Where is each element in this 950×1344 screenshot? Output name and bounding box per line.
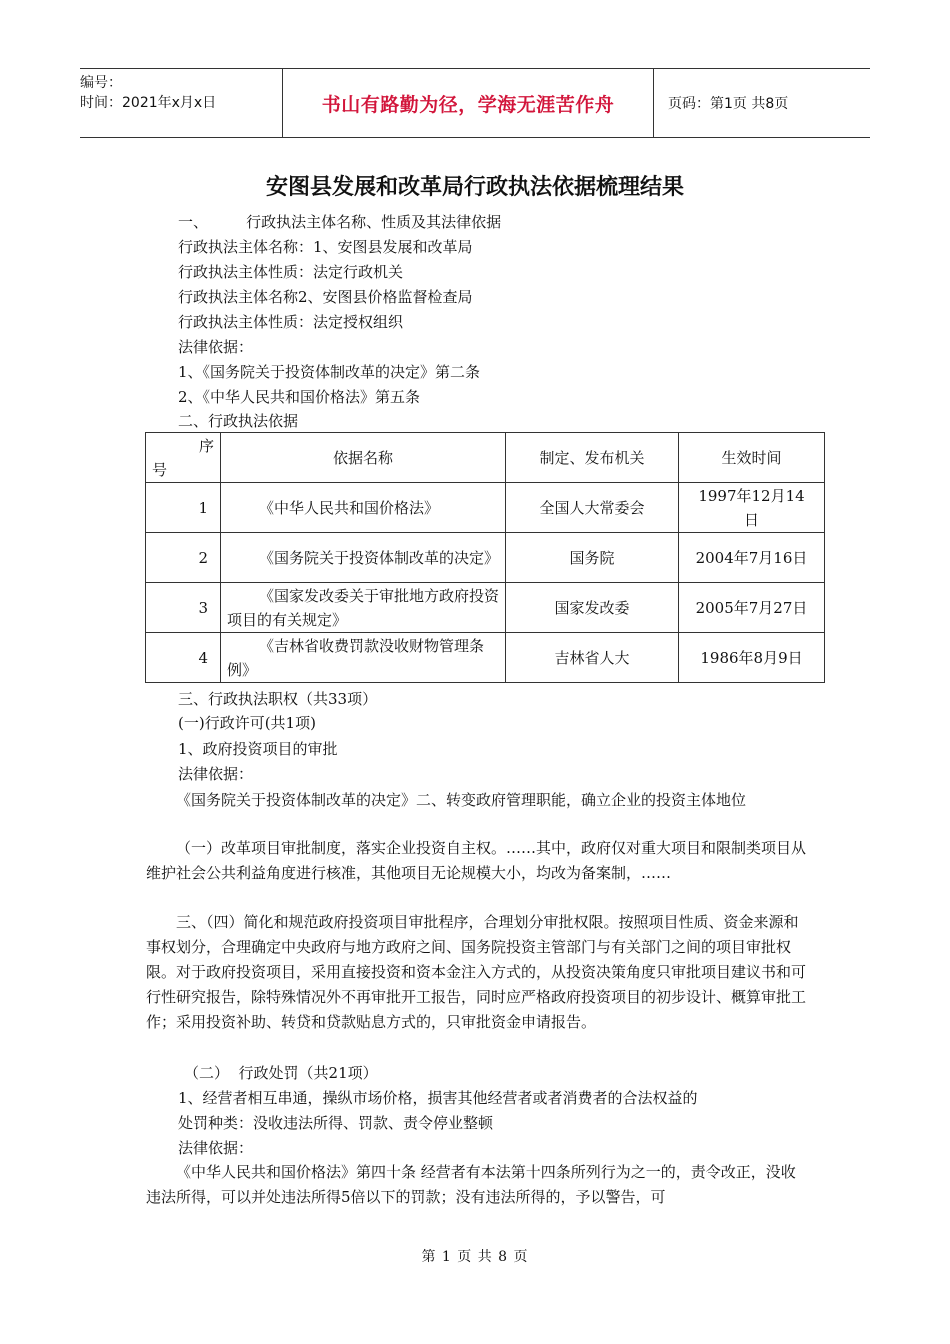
row-org: 吉林省人大 [506, 633, 679, 683]
section1-heading: 一、 行政执法主体名称、性质及其法律依据 [178, 213, 502, 231]
section3-item2: 1、经营者相互串通，操纵市场价格，损害其他经营者或者消费者的合法权益的 [178, 1089, 698, 1107]
header-seq-line1: 序 [198, 436, 214, 455]
row-date: 1986年8月9日 [679, 633, 825, 683]
section2-heading: 二、行政执法依据 [178, 412, 299, 430]
row-seq: 3 [146, 583, 221, 633]
table-row [146, 483, 825, 533]
paragraph-2: （一）改革项目审批制度，落实企业投资自主权。……其中，政府仅对重大项目和限制类项目从维护社会公共利益角度进行核准，其他项目无论规模大小，均改为备案制，…… [146, 839, 807, 882]
row-date: 2005年7月27日 [679, 583, 825, 633]
header-motto: 书山有路勤为径，学海无涯苦作舟 [282, 69, 654, 137]
header-date: 生效时间 [679, 433, 825, 483]
table-row [146, 533, 825, 583]
basis-table [145, 432, 825, 683]
section3-penalty-types: 处罚种类：没收违法所得、罚款、责令停业整顿 [178, 1114, 494, 1132]
row-org: 国家发改委 [506, 583, 679, 633]
header-org: 制定、发布机关 [506, 433, 679, 483]
row-seq: 1 [146, 483, 221, 533]
row-seq: 4 [146, 633, 221, 683]
time-label: 时间：2021年x月x日 [80, 95, 217, 111]
header-meta [80, 69, 282, 137]
row-org: 国务院 [506, 533, 679, 583]
document-title: 安图县发展和改革局行政执法依据梳理结果 [265, 175, 684, 200]
row-seq: 2 [146, 533, 221, 583]
row-name: 《国务院关于投资体制改革的决定》 [221, 533, 506, 583]
row-name: 《中华人民共和国价格法》 [221, 483, 506, 533]
table-row [146, 583, 825, 633]
section3-sub2: （二） 行政处罚（共21项） [184, 1064, 378, 1082]
section3-basis-label-2: 法律依据： [178, 1139, 254, 1157]
paragraph-3: 三、（四）简化和规范政府投资项目审批程序，合理划分审批权限。按照项目性质、资金来源和事权划分，合理确定中央政府与地方政府之间、国务院投资主管部门与有关部门之间的项目审批权限。对于政府投资项目，采用直接投资和资本金注入方式的，从投资决策角度只审批项目建议书和可行性研究报告，除特殊情况外不再审批开工报告，同时应严格政府投资项目的初步设计、概算审批工作；采用投资补助、转贷和贷款贴息方式的，只审批资金申请报告。 [146, 913, 807, 1031]
header-seq [146, 433, 221, 483]
table-row [146, 633, 825, 683]
row-name: 《吉林省收费罚款没收财物管理条例》 [221, 633, 506, 683]
section3-item1: 1、政府投资项目的审批 [178, 740, 338, 758]
number-label: 编号： [80, 75, 122, 91]
section1-line-6: 1、《国务院关于投资体制改革的决定》第二条 [178, 363, 481, 381]
row-date: 2004年7月16日 [679, 533, 825, 583]
row-org: 全国人大常委会 [506, 483, 679, 533]
row-name: 《国家发改委关于审批地方政府投资项目的有关规定》 [221, 583, 506, 633]
paragraph-1: 《国务院关于投资体制改革的决定》二、转变政府管理职能，确立企业的投资主体地位 [176, 791, 747, 809]
section1-line-1: 行政执法主体名称：1、安图县发展和改革局 [178, 238, 473, 256]
paragraph-4: 《中华人民共和国价格法》第四十条 经营者有本法第十四条所列行为之一的，责令改正，没收违法所得，可以并处违法所得5倍以下的罚款；没有违法所得的，予以警告，可 [146, 1163, 796, 1206]
section1-line-3: 行政执法主体名称2、安图县价格监督检查局 [178, 288, 473, 306]
header-page-info: 页码：第1页 共8页 [668, 96, 789, 112]
row-date: 1997年12月14日 [679, 483, 825, 533]
table-header-row [146, 433, 825, 483]
section1-line-4: 行政执法主体性质：法定授权组织 [178, 313, 404, 331]
section1-line-2: 行政执法主体性质：法定行政机关 [178, 263, 404, 281]
section1-line-5: 法律依据： [178, 338, 254, 356]
section3-basis-label: 法律依据： [178, 765, 254, 783]
header-name: 依据名称 [221, 433, 506, 483]
header-seq-line2: 号 [152, 460, 168, 479]
page-header [80, 68, 870, 138]
page-footer: 第 1 页 共 8 页 [421, 1249, 529, 1265]
section3-heading: 三、行政执法职权（共33项） [178, 690, 378, 708]
section1-line-7: 2、《中华人民共和国价格法》第五条 [178, 388, 421, 406]
section3-sub1: (一)行政许可(共1项) [178, 714, 316, 732]
